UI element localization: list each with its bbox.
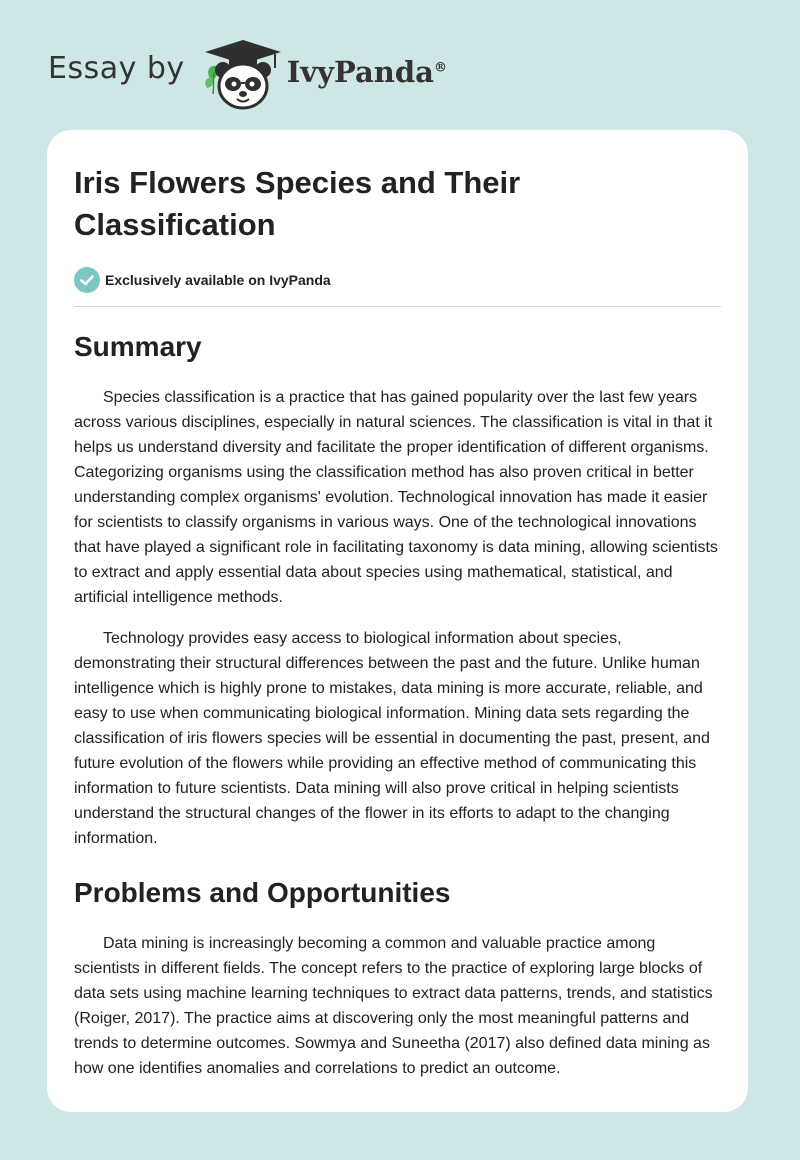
problems-section bbox=[74, 875, 721, 1081]
essay-card bbox=[47, 130, 748, 1112]
site-header bbox=[48, 34, 447, 114]
exclusive-badge bbox=[74, 266, 721, 294]
section-heading-summary: Summary bbox=[74, 331, 202, 362]
exclusive-badge-text: Exclusively available on IvyPanda bbox=[105, 272, 331, 288]
paragraph: Data mining is increasingly becoming a common and valuable practice among scientists in different fields. The concept refers to the practice of exploring large blocks of data sets using machine learning techniques to extract data patterns, trends, and statistics (Roiger, 2017). The practice aims at discovering only the most meaningful patterns and trends to determine outcomes. Sowmya and Suneetha (2017) also defined data mining as how one identifies anomalies and correlations to predict an outcome. bbox=[74, 935, 713, 1077]
brand-name bbox=[287, 55, 447, 89]
page-title: Iris Flowers Species and Their Classification bbox=[74, 165, 521, 242]
essay-by-label: Essay by bbox=[48, 50, 185, 86]
summary-section bbox=[74, 329, 721, 851]
brand-name-text: IvyPanda bbox=[286, 55, 434, 89]
check-circle-icon bbox=[74, 267, 100, 293]
panda-graduate-logo-icon[interactable] bbox=[201, 36, 285, 112]
paragraph: Species classification is a practice that has gained popularity over the last few years across various disciplines, especially in natural sciences. The classification is vital in that it helps us understand diversity and facilitate the proper identification of different organisms. Categorizing organisms using the classification method has also proven critical in better understanding complex organisms' evolution. Technological innovation has made it easier for scientists to classify organisms in various ways. One of the technological innovations that have played a significant role in facilitating taxonomy is data mining, allowing scientists to extract and apply essential data about species using mathematical, statistical, and artificial intelligence methods. bbox=[74, 389, 718, 606]
registered-mark: ® bbox=[433, 60, 447, 76]
section-heading-problems: Problems and Opportunities bbox=[74, 877, 451, 908]
title-divider bbox=[74, 306, 721, 307]
paragraph: Technology provides easy access to biological information about species, demonstrating their structural differences between the past and the future. Unlike human intelligence which is highly prone to mistakes, data mining is more accurate, reliable, and easy to use when communicating biological information. Mining data sets regarding the classification of iris flowers species will be essential in documenting the past, present, and future evolution of the flowers while providing an effective method of communicating this information to future scientists. Data mining will also prove critical in helping scientists understand the structural changes of the flower in its efforts to adapt to the changing information. bbox=[74, 630, 710, 847]
